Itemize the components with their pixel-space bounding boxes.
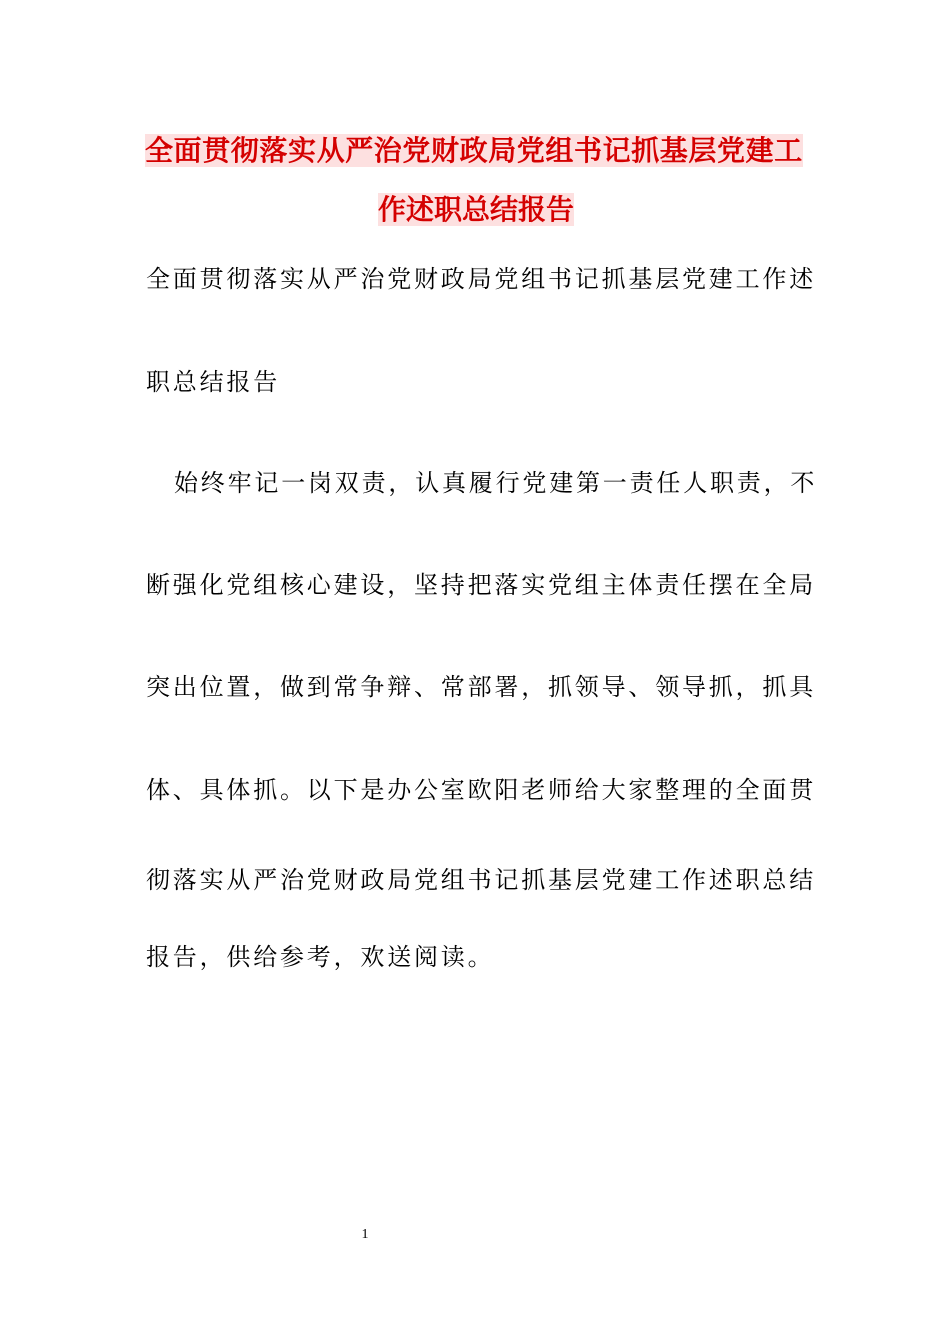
paragraph-line-4: 体、具体抓。以下是办公室欧阳老师给大家整理的全面贯: [146, 776, 816, 804]
paragraph-line-3: 突出位置，做到常争辩、常部署，抓领导、领导抓，抓具: [146, 673, 816, 701]
paragraph-line-1: 始终牢记一岗双责，认真履行党建第一责任人职责，不: [174, 469, 818, 497]
title-highlight: 作述职总结报告: [377, 193, 574, 226]
heading-line-2: 职总结报告: [146, 368, 280, 396]
document-title-line-2: [145, 188, 807, 232]
page-number: 1: [361, 1227, 369, 1242]
paragraph-line-5: 彻落实从严治党财政局党组书记抓基层党建工作述职总结: [146, 866, 816, 894]
paragraph-line-6: 报告，供给参考，欢送阅读。: [146, 943, 495, 971]
title-highlight: 全面贯彻落实从严治党财政局党组书记抓基层党建工: [145, 134, 803, 167]
document-title-line-1: [145, 129, 805, 173]
heading-line-1: 全面贯彻落实从严治党财政局党组书记抓基层党建工作述: [146, 265, 816, 293]
paragraph-line-2: 断强化党组核心建设，坚持把落实党组主体责任摆在全局: [146, 571, 816, 599]
